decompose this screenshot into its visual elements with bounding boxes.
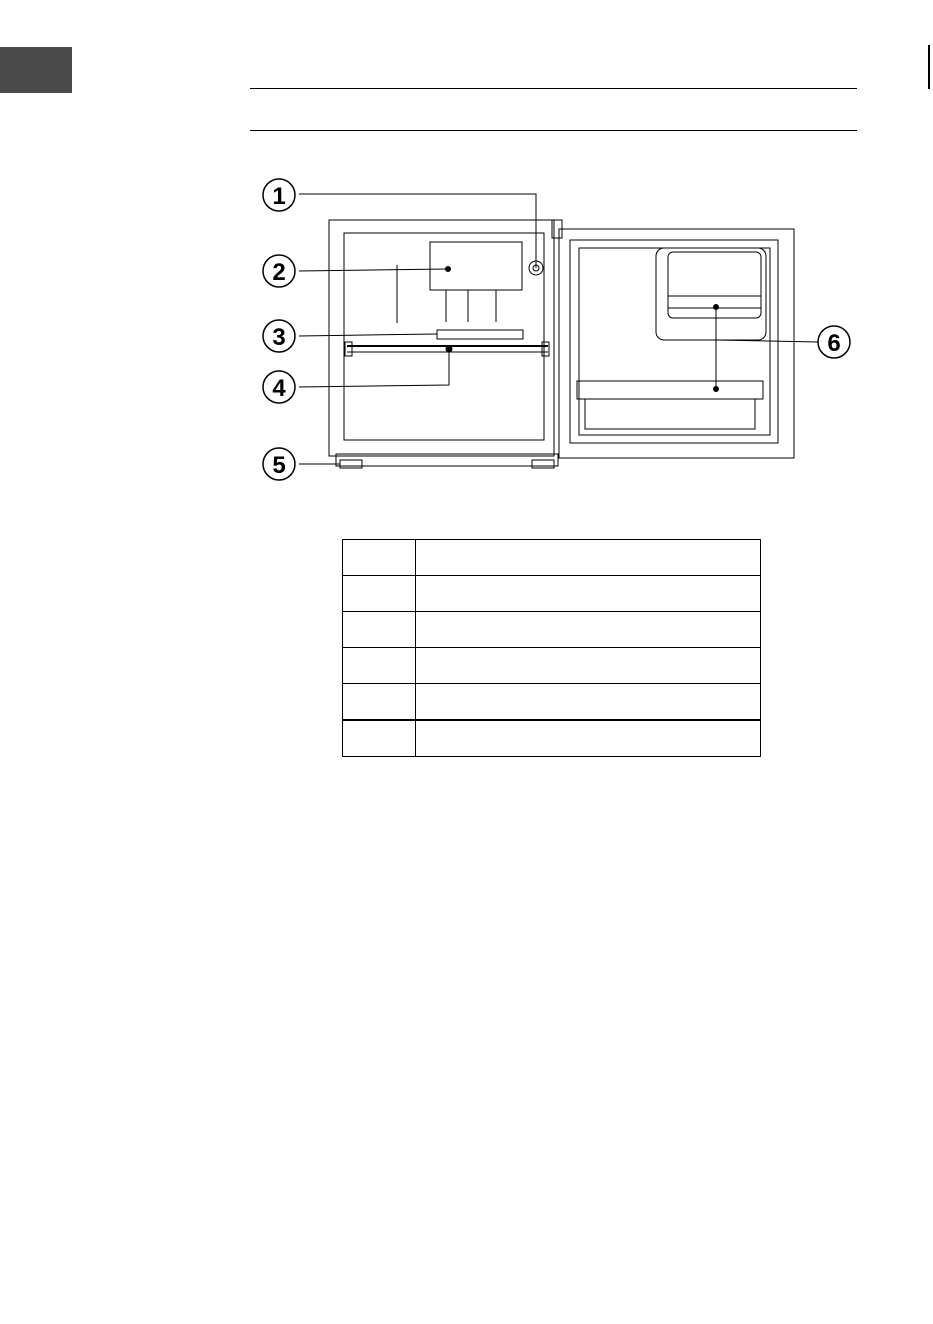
table-row — [343, 540, 761, 576]
leveling-foot-left — [340, 460, 362, 468]
part-description-cell — [416, 684, 761, 721]
part-number-cell — [343, 576, 416, 612]
callout-number-3: 3 — [272, 324, 286, 351]
fridge-diagram — [250, 170, 860, 490]
door-upper-compartment — [656, 248, 766, 340]
table-row — [343, 576, 761, 612]
door-outline — [559, 229, 794, 458]
callout-number-6: 6 — [827, 330, 841, 357]
part-number-cell — [343, 648, 416, 684]
table-row — [343, 684, 761, 721]
parts-table — [342, 539, 761, 757]
door-shelf-lower — [577, 381, 763, 399]
leveling-foot-right — [532, 460, 554, 468]
part-description-cell — [416, 612, 761, 648]
part-description-cell — [416, 720, 761, 757]
part-number-cell — [343, 720, 416, 757]
callout-number-2: 2 — [272, 259, 286, 286]
table-row — [343, 612, 761, 648]
part-number-cell — [343, 540, 416, 576]
callout-number-1: 1 — [272, 183, 286, 210]
table-row — [343, 720, 761, 757]
header-rule-top — [250, 88, 857, 89]
table-row — [343, 648, 761, 684]
callout-number-4: 4 — [272, 375, 286, 402]
part-description-cell — [416, 648, 761, 684]
language-tab — [0, 47, 72, 93]
page-edge-mark — [928, 45, 930, 89]
part-description-cell — [416, 540, 761, 576]
part-number-cell — [343, 612, 416, 648]
cabinet-outline — [329, 220, 554, 456]
drip-tray — [437, 330, 523, 339]
cabinet-interior — [344, 233, 544, 440]
header-rule-bottom — [250, 130, 857, 131]
freezer-compartment — [430, 242, 522, 290]
part-description-cell — [416, 576, 761, 612]
part-number-cell — [343, 684, 416, 721]
door-liner — [570, 240, 778, 443]
callout-number-5: 5 — [272, 452, 286, 479]
